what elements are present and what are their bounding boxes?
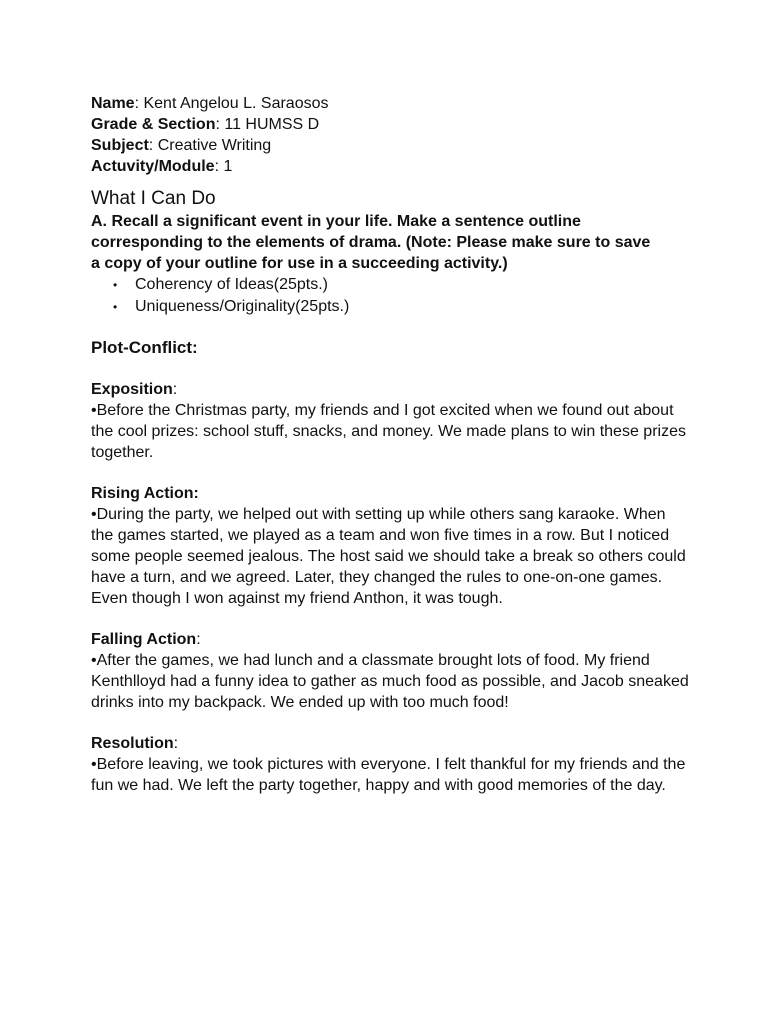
rising-action-text: •During the party, we helped out with setting up while others sang karaoke. When the games started, we played as a team and won five times in a row. But I noticed some people seemed jealous. The host said we should take a break so others could have a turn, and we agreed. Later, they changed the rules to one-on-one games. Even though I won against my friend Anthon, it was tough. [91,506,686,607]
grade-section-label: Grade & Section [91,116,216,133]
heading-suffix: : [173,735,179,752]
criteria-text: Coherency of Ideas(25pts.) [135,276,328,293]
criteria-list [91,274,691,318]
resolution-label: Resolution [91,735,174,752]
subject-line [91,135,691,156]
criteria-text: Uniqueness/Originality(25pts.) [135,298,350,315]
exposition-label: Exposition [91,381,173,398]
resolution-text: •Before leaving, we took pictures with everyone. I felt thankful for my friends and the fun we had. We left the party together, happy and with good memories of the day. [91,756,686,794]
name-value: : Kent Angelou L. Saraosos [134,95,329,112]
rising-action-heading [91,483,691,504]
subject-value: : Creative Writing [148,137,272,154]
subject-label: Subject [91,137,149,154]
section-title: What I Can Do [91,188,216,209]
bullet-icon: • [113,300,118,314]
falling-action-text: •After the games, we had lunch and a classmate brought lots of food. My friend Kenthlloyd had a funny idea to gather as much food as possible, and Jacob sneaked drinks into my backpack. We ended up with too much food! [91,652,689,711]
activity-value: : 1 [214,158,233,175]
bullet-icon: • [113,278,118,292]
heading-suffix: : [172,381,178,398]
name-line [91,93,691,114]
document-page [91,93,691,796]
heading-suffix: : [196,631,201,648]
list-item [91,274,691,296]
activity-line [91,156,691,177]
rising-action-label: Rising Action: [91,485,199,502]
grade-section-value: : 11 HUMSS D [215,116,320,133]
list-item [91,296,691,318]
grade-section-line [91,114,691,135]
resolution-heading [91,733,691,754]
activity-label: Actuvity/Module [91,158,215,175]
plot-conflict-heading: Plot-Conflict: [91,338,198,357]
falling-action-label: Falling Action [91,631,197,648]
falling-action-heading [91,629,691,650]
instruction-text: A. Recall a significant event in your life. Make a sentence outline corresponding to the elements of drama. (Note: Please make sure to save a copy of your outline for use in a succeeding activity.) [91,213,651,272]
exposition-text: •Before the Christmas party, my friends and I got excited when we found out about the cool prizes: school stuff, snacks, and money. We made plans to win these prizes together. [91,402,686,461]
exposition-heading [91,379,691,400]
name-label: Name [91,95,135,112]
